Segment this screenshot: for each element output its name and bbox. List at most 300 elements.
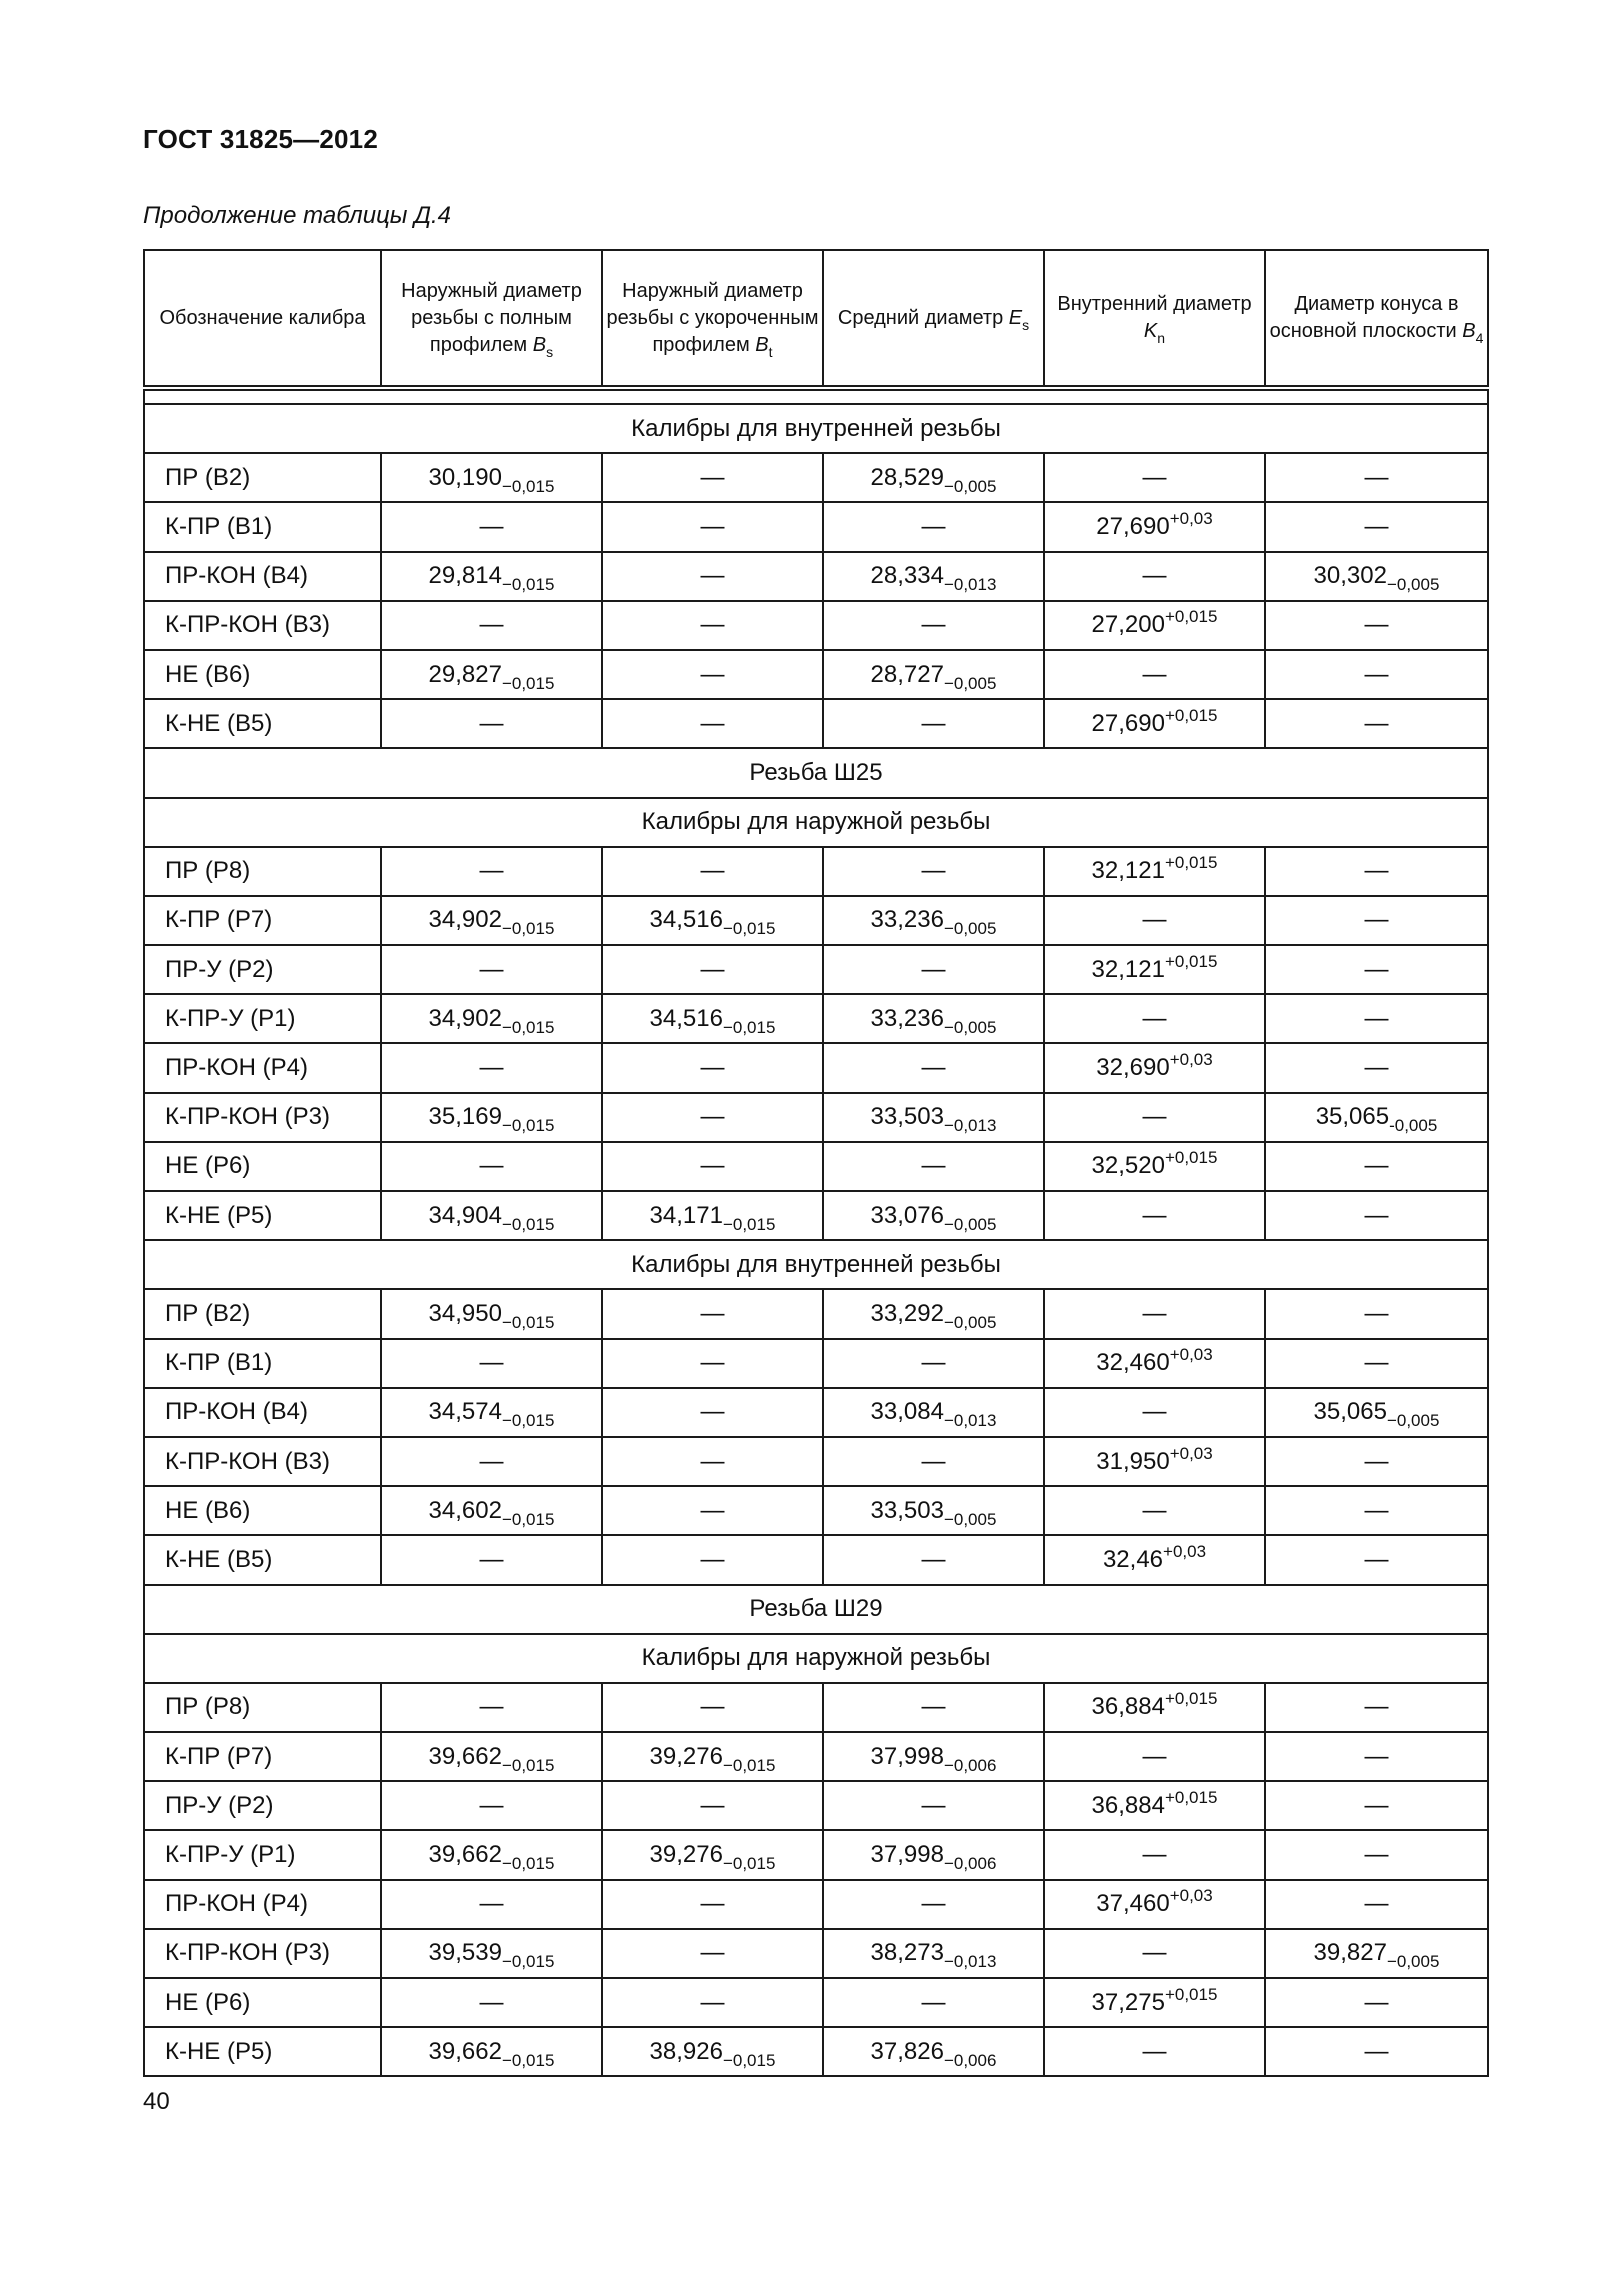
dash-value: — [1364, 1496, 1389, 1524]
nominal-value: 33,503 [870, 1103, 944, 1131]
nominal-value: 37,275 [1091, 1988, 1165, 2016]
value-cell [823, 650, 1044, 699]
dash-value: — [1142, 660, 1167, 688]
value-cell [1044, 2027, 1265, 2076]
table-row [144, 2027, 1488, 2076]
nominal-value: 38,926 [649, 2037, 723, 2065]
table-row [144, 994, 1488, 1043]
col-header-full-profile-symbol: $B_s$ [532, 333, 554, 360]
dash-value: — [479, 611, 504, 639]
dash-value: — [1142, 562, 1167, 590]
value-cell [1265, 1289, 1488, 1338]
table-row [144, 1142, 1488, 1191]
dash-value: — [921, 709, 946, 737]
value-cell [1265, 601, 1488, 650]
dash-value: — [700, 1054, 725, 1082]
lower-deviation: −0,006 [943, 1755, 997, 1775]
dash-value: — [479, 1447, 504, 1475]
value-cell [1265, 1142, 1488, 1191]
dash-value: — [700, 1299, 725, 1327]
caliber-designation: К-НЕ (В5) [144, 1535, 381, 1584]
nominal-value: 29,814 [428, 562, 502, 590]
table-row [144, 1191, 1488, 1240]
dash-value: — [1364, 1742, 1389, 1770]
page-number: 40 [143, 2088, 170, 2115]
nominal-value: 39,276 [649, 1742, 723, 1770]
table-row [144, 650, 1488, 699]
dash-value: — [1142, 906, 1167, 934]
value-cell [602, 1880, 823, 1929]
value-cell [823, 847, 1044, 896]
value-cell [381, 1683, 602, 1732]
value-cell [1044, 699, 1265, 748]
header-spacer-row [144, 388, 1488, 404]
dash-value: — [479, 1988, 504, 2016]
lower-deviation: −0,005 [943, 476, 997, 496]
value-cell [1044, 1339, 1265, 1388]
nominal-value: 37,826 [870, 2037, 944, 2065]
dash-value: — [700, 709, 725, 737]
dash-value: — [1364, 1004, 1389, 1032]
value-cell [1044, 1683, 1265, 1732]
nominal-value: 28,529 [870, 463, 944, 491]
caliber-designation: К-ПР (В1) [144, 1339, 381, 1388]
value-cell [1044, 1880, 1265, 1929]
value-cell [1265, 2027, 1488, 2076]
col-header-cone-diameter-symbol: $B_4$ [1462, 320, 1484, 346]
nominal-value: 37,460 [1096, 1890, 1170, 1918]
caliber-designation: ПР-КОН (Р4) [144, 1043, 381, 1092]
value-cell [381, 552, 602, 601]
upper-deviation: +0,03 [1169, 1050, 1213, 1070]
nominal-value: 32,121 [1091, 857, 1165, 885]
value-cell [1044, 1142, 1265, 1191]
caliber-designation: НЕ (В6) [144, 1486, 381, 1535]
dash-value: — [1364, 857, 1389, 885]
nominal-value: 33,236 [870, 906, 944, 934]
value-cell [602, 1978, 823, 2027]
nominal-value: 31,950 [1096, 1447, 1170, 1475]
nominal-value: 39,539 [428, 1939, 502, 1967]
dash-value: — [700, 1890, 725, 1918]
value-cell [602, 1289, 823, 1338]
lower-deviation: −0,015 [501, 1854, 555, 1874]
dash-value: — [921, 611, 946, 639]
nominal-value: 34,516 [649, 906, 723, 934]
nominal-value: 34,516 [649, 1004, 723, 1032]
lower-deviation: −0,013 [943, 1411, 997, 1431]
dash-value: — [700, 562, 725, 590]
value-cell [381, 1486, 602, 1535]
section-title: Резьба Ш25 [144, 748, 1488, 797]
caliber-designation: К-ПР-КОН (В3) [144, 1437, 381, 1486]
lower-deviation: −0,006 [943, 1854, 997, 1874]
dash-value: — [700, 857, 725, 885]
nominal-value: 33,503 [870, 1496, 944, 1524]
section-title: Калибры для наружной резьбы [144, 1634, 1488, 1683]
lower-deviation: −0,005 [943, 1509, 997, 1529]
upper-deviation: +0,015 [1164, 853, 1218, 873]
value-cell [1265, 552, 1488, 601]
nominal-value: 35,065 [1313, 1398, 1387, 1426]
value-cell [1044, 1093, 1265, 1142]
table-row [144, 699, 1488, 748]
value-cell [1265, 1683, 1488, 1732]
dash-value: — [700, 1152, 725, 1180]
value-cell [823, 1191, 1044, 1240]
value-cell [602, 994, 823, 1043]
nominal-value: 34,171 [649, 1201, 723, 1229]
dash-value: — [1142, 1201, 1167, 1229]
dash-value: — [1364, 1791, 1389, 1819]
nominal-value: 39,276 [649, 1841, 723, 1869]
section-row [144, 748, 1488, 797]
dash-value: — [1142, 1004, 1167, 1032]
value-cell [1265, 1486, 1488, 1535]
caliber-designation: ПР-У (Р2) [144, 945, 381, 994]
table-row [144, 502, 1488, 551]
caliber-designation: К-ПР (Р7) [144, 1732, 381, 1781]
value-cell [1044, 1043, 1265, 1092]
lower-deviation: −0,015 [501, 575, 555, 595]
dash-value: — [700, 1349, 725, 1377]
value-cell [381, 1191, 602, 1240]
lower-deviation: −0,015 [501, 673, 555, 693]
dash-value: — [1364, 906, 1389, 934]
nominal-value: 32,46 [1102, 1545, 1164, 1573]
lower-deviation: −0,005 [1386, 575, 1440, 595]
value-cell [602, 1339, 823, 1388]
value-cell [602, 1142, 823, 1191]
value-cell [823, 1683, 1044, 1732]
dash-value: — [1364, 1693, 1389, 1721]
value-cell [1044, 847, 1265, 896]
lower-deviation: -0,005 [1389, 1116, 1438, 1136]
caliber-designation: ПР-У (Р2) [144, 1781, 381, 1830]
dash-value: — [479, 709, 504, 737]
upper-deviation: +0,03 [1169, 508, 1213, 528]
caliber-designation: НЕ (Р6) [144, 1978, 381, 2027]
dash-value: — [1364, 1447, 1389, 1475]
nominal-value: 34,902 [428, 906, 502, 934]
value-cell [1265, 1880, 1488, 1929]
nominal-value: 28,727 [870, 660, 944, 688]
lower-deviation: −0,005 [1386, 1952, 1440, 1972]
nominal-value: 30,302 [1313, 562, 1387, 590]
nominal-value: 34,602 [428, 1496, 502, 1524]
nominal-value: 35,169 [428, 1103, 502, 1131]
value-cell [602, 945, 823, 994]
lower-deviation: −0,005 [943, 673, 997, 693]
lower-deviation: −0,013 [943, 575, 997, 595]
dash-value: — [1364, 611, 1389, 639]
dash-value: — [1364, 1988, 1389, 2016]
dash-value: — [921, 1349, 946, 1377]
dash-value: — [1364, 1841, 1389, 1869]
table-row [144, 1289, 1488, 1338]
value-cell [1265, 1043, 1488, 1092]
table-row [144, 601, 1488, 650]
col-header-inner-diameter-symbol: $K_n$ [1143, 320, 1166, 346]
col-header-inner-diameter-text: Внутренний диаметр [1057, 293, 1252, 315]
dash-value: — [921, 1054, 946, 1082]
nominal-value: 39,662 [428, 1742, 502, 1770]
value-cell [823, 1437, 1044, 1486]
value-cell [381, 699, 602, 748]
col-header-designation [144, 250, 381, 388]
lower-deviation: −0,015 [501, 2050, 555, 2070]
table-caption: Продолжение таблицы Д.4 [143, 202, 452, 229]
lower-deviation: −0,015 [722, 1755, 776, 1775]
dash-value: — [479, 1545, 504, 1573]
lower-deviation: −0,015 [501, 1411, 555, 1431]
table-row [144, 1535, 1488, 1584]
value-cell [602, 1388, 823, 1437]
value-cell [1044, 1437, 1265, 1486]
value-cell [1265, 453, 1488, 502]
value-cell [1044, 453, 1265, 502]
dash-value: — [700, 1496, 725, 1524]
lower-deviation: −0,015 [722, 1017, 776, 1037]
col-header-mean-diameter-symbol: $E_s$ [1008, 306, 1030, 333]
value-cell [1044, 552, 1265, 601]
value-cell [381, 1093, 602, 1142]
dash-value: — [479, 1890, 504, 1918]
dash-value: — [1364, 660, 1389, 688]
value-cell [602, 1732, 823, 1781]
dash-value: — [921, 512, 946, 540]
dash-value: — [1364, 1349, 1389, 1377]
value-cell [381, 1388, 602, 1437]
nominal-value: 34,950 [428, 1299, 502, 1327]
lower-deviation: −0,015 [501, 1017, 555, 1037]
value-cell [381, 1978, 602, 2027]
col-header-short-profile-text: Наружный диаметр резьбы с укороченным профилем [606, 279, 819, 356]
value-cell [1265, 699, 1488, 748]
dash-value: — [1364, 1054, 1389, 1082]
dash-value: — [921, 1890, 946, 1918]
upper-deviation: +0,03 [1169, 1345, 1213, 1365]
table-row [144, 1486, 1488, 1535]
dash-value: — [921, 1545, 946, 1573]
table-header-row [144, 250, 1488, 388]
value-cell [602, 1781, 823, 1830]
value-cell [823, 699, 1044, 748]
value-cell [381, 1437, 602, 1486]
value-cell [1265, 1339, 1488, 1388]
dash-value: — [700, 660, 725, 688]
value-cell [1265, 1535, 1488, 1584]
value-cell [1265, 650, 1488, 699]
dash-value: — [1142, 1841, 1167, 1869]
table-row [144, 896, 1488, 945]
value-cell [602, 896, 823, 945]
dash-value: — [1364, 1201, 1389, 1229]
lower-deviation: −0,015 [501, 1116, 555, 1136]
nominal-value: 27,690 [1096, 512, 1170, 540]
value-cell [381, 1830, 602, 1879]
dash-value: — [700, 955, 725, 983]
nominal-value: 27,200 [1091, 611, 1165, 639]
col-header-mean-diameter-text: Средний диаметр [837, 306, 1004, 329]
lower-deviation: −0,005 [943, 1017, 997, 1037]
table-row [144, 1683, 1488, 1732]
dash-value: — [479, 1054, 504, 1082]
value-cell [1044, 502, 1265, 551]
value-cell [602, 1191, 823, 1240]
nominal-value: 32,690 [1096, 1054, 1170, 1082]
value-cell [1265, 1093, 1488, 1142]
dash-value: — [1142, 1742, 1167, 1770]
dash-value: — [700, 1103, 725, 1131]
dash-value: — [700, 1447, 725, 1475]
lower-deviation: −0,015 [501, 1952, 555, 1972]
caliber-designation: ПР-КОН (В4) [144, 552, 381, 601]
dash-value: — [479, 857, 504, 885]
value-cell [823, 1043, 1044, 1092]
value-cell [602, 1486, 823, 1535]
value-cell [1265, 994, 1488, 1043]
value-cell [823, 1142, 1044, 1191]
value-cell [381, 2027, 602, 2076]
nominal-value: 34,574 [428, 1398, 502, 1426]
caliber-designation: К-ПР (Р7) [144, 896, 381, 945]
value-cell [823, 1929, 1044, 1978]
table-row [144, 1880, 1488, 1929]
value-cell [602, 1043, 823, 1092]
dash-value: — [921, 1693, 946, 1721]
lower-deviation: −0,015 [722, 919, 776, 939]
col-header-full-profile [381, 250, 602, 388]
caliber-designation: ПР (Р8) [144, 1683, 381, 1732]
upper-deviation: +0,015 [1164, 1984, 1218, 2004]
dash-value: — [700, 1791, 725, 1819]
value-cell [1044, 896, 1265, 945]
nominal-value: 33,084 [870, 1398, 944, 1426]
value-cell [381, 847, 602, 896]
lower-deviation: −0,015 [501, 1755, 555, 1775]
table-row [144, 1388, 1488, 1437]
dash-value: — [1364, 1890, 1389, 1918]
value-cell [602, 1437, 823, 1486]
dash-value: — [479, 955, 504, 983]
value-cell [381, 1339, 602, 1388]
dash-value: — [921, 857, 946, 885]
caliber-designation: ПР (В2) [144, 1289, 381, 1338]
dash-value: — [700, 1693, 725, 1721]
value-cell [1044, 1929, 1265, 1978]
dash-value: — [1364, 512, 1389, 540]
lower-deviation: −0,005 [943, 1312, 997, 1332]
upper-deviation: +0,015 [1164, 607, 1218, 627]
caliber-designation: К-НЕ (В5) [144, 699, 381, 748]
dash-value: — [921, 1152, 946, 1180]
upper-deviation: +0,015 [1164, 1148, 1218, 1168]
nominal-value: 28,334 [870, 562, 944, 590]
section-row [144, 798, 1488, 847]
caliber-designation: К-ПР-У (Р1) [144, 1830, 381, 1879]
dash-value: — [1142, 1496, 1167, 1524]
value-cell [823, 1339, 1044, 1388]
value-cell [1265, 1437, 1488, 1486]
dash-value: — [479, 1349, 504, 1377]
value-cell [823, 601, 1044, 650]
dash-value: — [921, 1988, 946, 2016]
dash-value: — [1142, 2037, 1167, 2065]
nominal-value: 38,273 [870, 1939, 944, 1967]
table-row [144, 1781, 1488, 1830]
section-row [144, 1585, 1488, 1634]
dash-value: — [1364, 1545, 1389, 1573]
table-body [144, 388, 1488, 2076]
value-cell [823, 1289, 1044, 1338]
col-header-inner-diameter [1044, 250, 1265, 388]
caliber-designation: НЕ (В6) [144, 650, 381, 699]
value-cell [823, 1732, 1044, 1781]
nominal-value: 39,827 [1313, 1939, 1387, 1967]
dash-value: — [479, 512, 504, 540]
table-row [144, 1830, 1488, 1879]
dash-value: — [1142, 1939, 1167, 1967]
caliber-designation: ПР (Р8) [144, 847, 381, 896]
caliber-designation: К-ПР-КОН (Р3) [144, 1093, 381, 1142]
table-row [144, 453, 1488, 502]
dash-value: — [700, 1939, 725, 1967]
value-cell [381, 650, 602, 699]
value-cell [823, 1781, 1044, 1830]
section-title: Калибры для внутренней резьбы [144, 404, 1488, 453]
upper-deviation: +0,03 [1163, 1541, 1207, 1561]
value-cell [381, 945, 602, 994]
value-cell [823, 1880, 1044, 1929]
dash-value: — [700, 611, 725, 639]
caliber-designation: К-ПР-КОН (Р3) [144, 1929, 381, 1978]
value-cell [602, 1929, 823, 1978]
lower-deviation: −0,005 [1386, 1411, 1440, 1431]
document-code: ГОСТ 31825—2012 [143, 124, 378, 154]
dash-value: — [921, 955, 946, 983]
nominal-value: 32,460 [1096, 1349, 1170, 1377]
value-cell [1265, 896, 1488, 945]
value-cell [1044, 1732, 1265, 1781]
value-cell [381, 502, 602, 551]
value-cell [602, 1830, 823, 1879]
nominal-value: 33,292 [870, 1299, 944, 1327]
value-cell [1044, 650, 1265, 699]
value-cell [823, 552, 1044, 601]
value-cell [1044, 1830, 1265, 1879]
value-cell [823, 2027, 1044, 2076]
upper-deviation: +0,03 [1169, 1886, 1213, 1906]
nominal-value: 37,998 [870, 1742, 944, 1770]
lower-deviation: −0,015 [501, 1312, 555, 1332]
value-cell [1265, 1830, 1488, 1879]
value-cell [381, 896, 602, 945]
dash-value: — [700, 512, 725, 540]
value-cell [602, 601, 823, 650]
value-cell [381, 1929, 602, 1978]
value-cell [1044, 1978, 1265, 2027]
table-row [144, 847, 1488, 896]
section-row [144, 404, 1488, 453]
caliber-designation: ПР-КОН (В4) [144, 1388, 381, 1437]
dash-value: — [1364, 1152, 1389, 1180]
value-cell [381, 1289, 602, 1338]
dash-value: — [700, 463, 725, 491]
nominal-value: 36,884 [1091, 1791, 1165, 1819]
caliber-designation: НЕ (Р6) [144, 1142, 381, 1191]
dash-value: — [1142, 463, 1167, 491]
